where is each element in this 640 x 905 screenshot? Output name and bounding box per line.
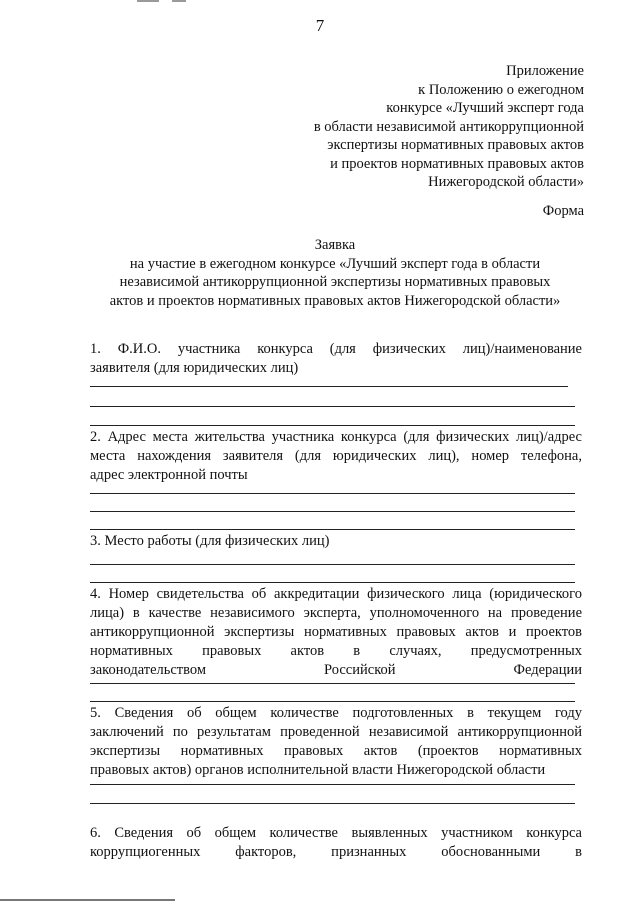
section-text-line: экспертизы нормативных правовых актов (проектов нормативных — [90, 743, 582, 759]
appendix-line: к Положению о ежегодном — [418, 81, 584, 98]
fill-in-line[interactable] — [90, 493, 575, 494]
fill-in-line[interactable] — [90, 529, 575, 530]
section-text-line: коррупциогенных факторов, признанных обоснованными в — [90, 844, 582, 860]
section-text-line: заключений по результатам проведенной независимой антикоррупционной — [90, 724, 582, 740]
appendix-line: Нижегородской области» — [428, 174, 584, 190]
section-text-line: 3. Место работы (для физических лиц) — [90, 533, 330, 549]
fill-in-line[interactable] — [90, 803, 575, 804]
fill-in-line[interactable] — [90, 683, 575, 684]
fill-in-line[interactable] — [90, 425, 575, 426]
appendix-block — [314, 62, 584, 192]
section-text-line: места нахождения заявителя (для юридических лиц), номер телефона, — [90, 448, 582, 464]
appendix-line: и проектов нормативных правовых актов — [330, 155, 584, 172]
section-4-certificate — [90, 585, 582, 680]
title-line: актов и проектов нормативных правовых актов Нижегородской области» — [109, 292, 561, 309]
fill-in-line[interactable] — [90, 386, 568, 387]
section-5-conclusions — [90, 704, 582, 780]
appendix-line: в области независимой антикоррупционной — [313, 118, 584, 135]
appendix-line: Приложение — [506, 63, 584, 79]
section-text-line: правовых актов) органов исполнительной власти Нижегородской области — [90, 762, 546, 778]
section-6-factors — [90, 824, 582, 862]
section-2-address — [90, 428, 582, 485]
section-text-line: 6. Сведения об общем количестве выявленных участником конкурса — [90, 825, 582, 841]
title-heading: Заявка — [314, 237, 356, 253]
form-label: Форма — [542, 203, 584, 219]
fill-in-line[interactable] — [90, 582, 575, 583]
appendix-line: конкурсе «Лучший эксперт года — [386, 100, 584, 116]
fill-in-line[interactable] — [90, 511, 575, 512]
fill-in-line[interactable] — [90, 701, 575, 702]
appendix-line: экспертизы нормативных правовых актов — [327, 137, 584, 153]
scan-mark — [137, 0, 159, 2]
section-text-line: нормативных правовых актов в случаях, предусмотренных — [90, 643, 582, 659]
fill-in-line[interactable] — [90, 564, 575, 565]
section-text-line: 1. Ф.И.О. участника конкурса (для физических лиц)/наименование — [90, 341, 582, 357]
section-text-line: антикоррупционной экспертизы нормативных правовых актов и проектов — [90, 624, 582, 640]
title-line: на участие в ежегодном конкурсе «Лучший эксперт года в области — [129, 255, 541, 272]
scan-mark — [172, 0, 186, 2]
section-1-fio — [90, 340, 582, 378]
page-number: 7 — [315, 16, 325, 35]
section-text-line: лица) в качестве независимого эксперта, уполномоченного на проведение — [90, 605, 582, 621]
section-text-line: 5. Сведения об общем количестве подготовленных в текущем году — [90, 705, 582, 721]
fill-in-line[interactable] — [90, 784, 575, 785]
section-text-line: законодательством Российской Федерации — [90, 662, 582, 678]
fill-in-line[interactable] — [90, 406, 575, 407]
section-3-workplace — [90, 532, 582, 551]
title-line: независимой антикоррупционной экспертизы нормативных правовых — [119, 274, 551, 290]
scan-edge-mark — [0, 899, 175, 901]
section-text-line: заявителя (для юридических лиц) — [90, 360, 299, 376]
section-text-line: 2. Адрес места жительства участника конкурса (для физических лиц)/адрес — [90, 429, 582, 445]
section-text-line: 4. Номер свидетельства об аккредитации физического лица (юридического — [90, 586, 582, 602]
application-title — [70, 236, 600, 310]
section-text-line: адрес электронной почты — [90, 467, 248, 483]
